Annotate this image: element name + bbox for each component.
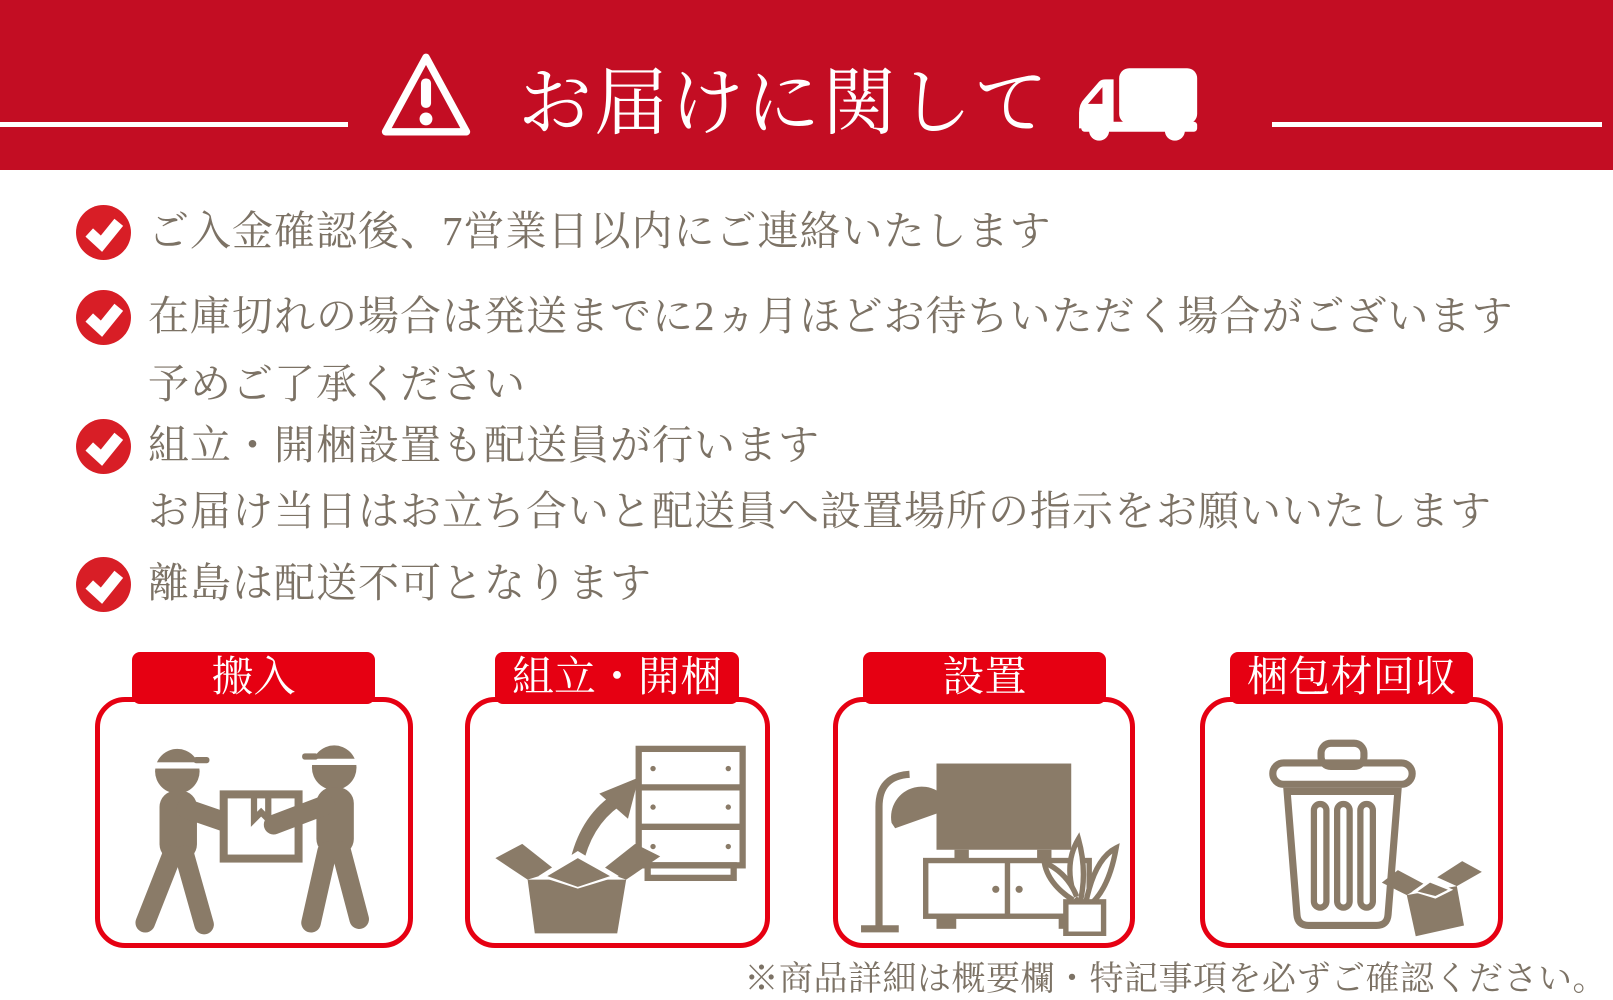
service-tab-label: 梱包材回収	[1246, 655, 1457, 701]
header-banner	[0, 0, 1613, 170]
service-tab-label: 搬入	[211, 655, 296, 701]
service-box-installation	[833, 697, 1135, 948]
note-line-continuation: 予めご了承ください	[148, 361, 526, 407]
header-left-rule	[0, 122, 348, 127]
unpacking-box-to-dresser-icon	[484, 722, 754, 937]
trash-can-and-box-icon	[1221, 720, 1489, 938]
service-box-carry-in	[95, 697, 413, 948]
workers-carrying-box-icon	[120, 732, 388, 937]
note-line-continuation: お届け当日はお立ち合いと配送員へ設置場所の指示をお願いいたします	[148, 488, 1492, 534]
service-tab-carry-in	[132, 652, 375, 704]
service-box-packaging-collection	[1200, 697, 1503, 948]
header-right-rule	[1272, 122, 1602, 127]
check-circle-icon	[75, 204, 132, 261]
delivery-truck-icon	[1072, 66, 1212, 144]
service-tab-assembly-unpacking	[495, 652, 739, 704]
service-tab-installation	[863, 652, 1106, 704]
page-title: お届けに関して	[518, 63, 1050, 145]
check-circle-icon	[75, 418, 132, 475]
footer-disclaimer: ※商品詳細は概要欄・特記事項を必ずご確認ください。	[744, 961, 1607, 998]
warning-triangle-icon	[380, 50, 472, 140]
note-line: 組立・開梱設置も配送員が行います	[148, 422, 820, 468]
check-circle-icon	[75, 289, 132, 346]
note-line: 在庫切れの場合は発送までに2ヵ月ほどお待ちいただく場合がございます	[148, 293, 1514, 339]
tv-stand-lamp-plant-icon	[850, 724, 1120, 936]
note-line: ご入金確認後、7営業日以内にご連絡いたします	[148, 208, 1052, 254]
note-line: 離島は配送不可となります	[148, 560, 652, 606]
service-box-assembly-unpacking	[465, 697, 770, 948]
service-tab-packaging-collection	[1230, 652, 1473, 704]
service-tab-label: 設置	[942, 655, 1027, 701]
service-tab-label: 組立・開梱	[511, 655, 722, 701]
check-circle-icon	[75, 556, 132, 613]
